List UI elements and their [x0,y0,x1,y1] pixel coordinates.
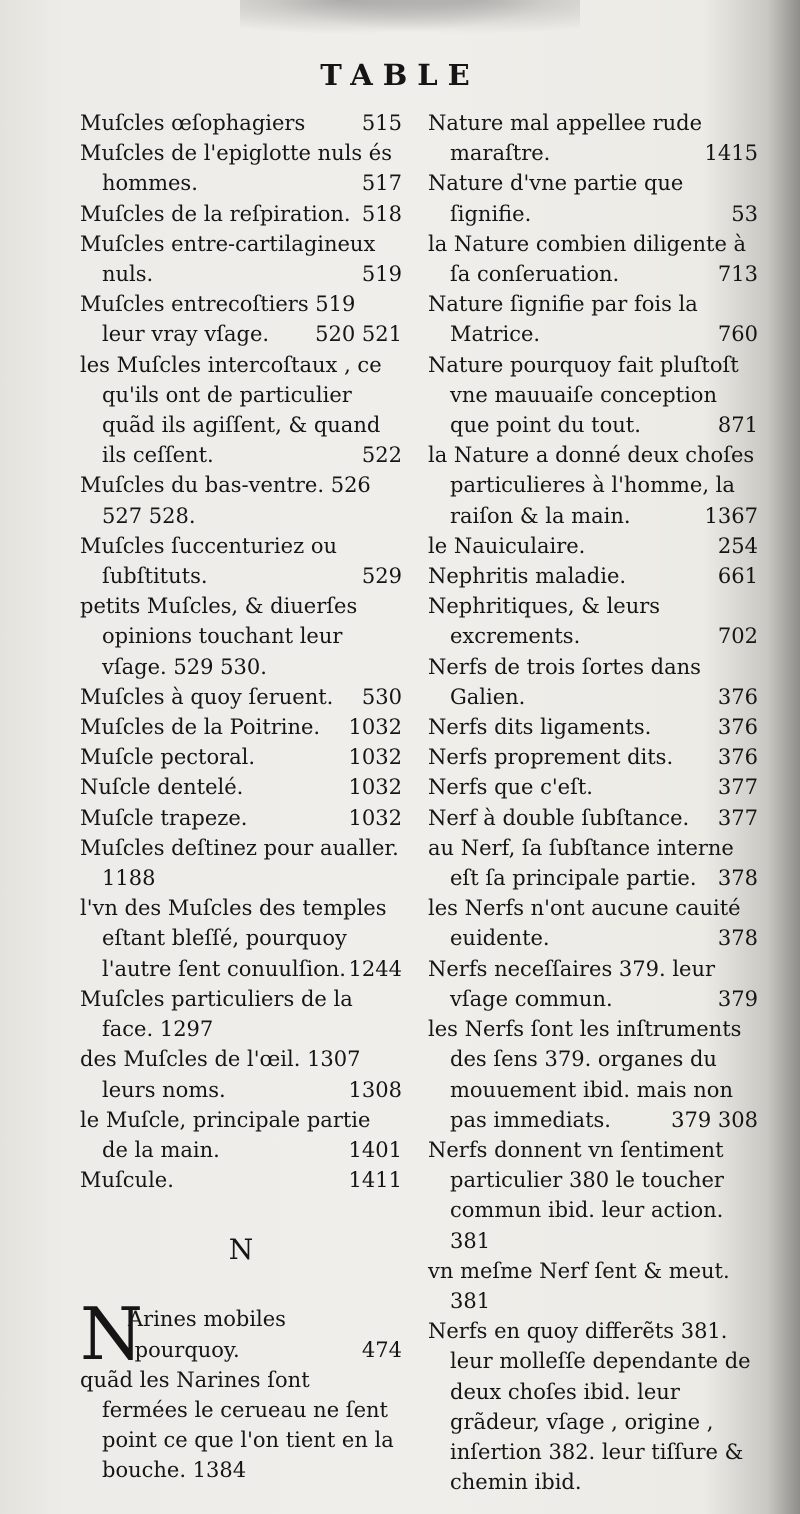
entry-text: Nerfs que c'eſt. [428,775,593,800]
page-stain [240,0,580,40]
index-entry [428,591,758,651]
index-entry [428,742,758,772]
index-entry [80,772,402,802]
entry-text: les Muſcles intercoſtaux , ce qu'ils ont de particulier quãd ils agiſſent, & quand ils ceſſent. [80,352,382,468]
entry-page: 661 [717,564,758,589]
index-entry [428,954,758,1014]
index-entry [428,1256,758,1316]
index-entry [80,138,402,198]
entry-page: 515 [361,111,402,135]
index-entry [80,1365,402,1486]
entry-page: 1032 [348,805,402,830]
entry-page: 518 [361,201,402,226]
entry-page: 529 [361,564,402,589]
entry-page: 1032 [348,745,402,770]
entry-text: Muſcles entrecoſtiers 519 leur vray vſage. [80,292,356,347]
entry-page: 702 [717,624,758,649]
index-entry [80,350,402,471]
left-column [80,108,402,1486]
entry-text: Muſcle pectoral. [80,745,256,770]
entry-text: petits Muſcles, & diuerſes opinions touchant leur vſage. 529 530. [80,594,358,679]
right-column [428,108,758,1497]
entry-page: 376 [717,745,758,770]
entry-text: Nerfs dits ligaments. [428,715,652,740]
index-entry [80,289,402,349]
entry-text: Nature d'vne partie que ſignifie. [428,171,684,226]
entry-page: 1032 [348,715,402,740]
entry-text: Nuſcle dentelé. [80,775,244,800]
index-entry [80,108,402,138]
entry-page: 520 521 [315,322,402,347]
entry-page: 1401 [348,1137,402,1162]
index-entry [80,803,402,833]
left-entries-bottom [80,1365,402,1486]
index-entry [80,712,402,742]
entry-page: 713 [717,262,758,287]
index-entry [428,1014,758,1135]
entry-text: Nerfs en quoy differẽts 381. leur molleſſe dependante de deux choſes ibid. leur grãdeur, vſage , origine , inſertion 382. leur tiſſure & chemin ibid. [428,1319,751,1495]
entry-page: 871 [717,413,758,438]
entry-page: 377 [717,805,758,830]
index-entry [80,984,402,1044]
entry-text: Nephritiques, & leurs excrements. [428,594,661,649]
index-entry [428,1135,758,1256]
entry-text: Nerf à double ſubſtance. [428,805,690,830]
entry-page: 1411 [348,1168,402,1193]
entry-page: 760 [717,322,758,347]
entry-text: Nerfs donnent vn ſentiment particulier 380 le toucher commun ibid. leur action. 381 [428,1137,724,1253]
entry-page: 1308 [348,1077,402,1102]
entry-page: 379 308 [671,1107,758,1132]
entry-page: 474 [361,1337,402,1362]
entry-page: 517 [361,171,402,196]
dropcap-entry [80,1292,402,1377]
index-entry [428,289,758,349]
index-entry [80,893,402,984]
index-entry [80,199,402,229]
index-entry [428,893,758,953]
index-entry [80,682,402,712]
entry-page: 519 [361,262,402,287]
index-entry [428,229,758,289]
page-header: TABLE [320,58,480,92]
entry-text: Nerfs neceſſaires 379. leur vſage commun. [428,956,716,1011]
entry-text: les Nerfs ſont les inſtruments des ſens 379. organes du mouuement ibid. mais non pas immediats. [428,1017,742,1132]
index-entry [428,531,758,561]
entry-text: Nerfs proprement dits. [428,745,674,770]
entry-text: Nature mal appellee rude maraſtre. [428,111,703,166]
entry-text: Muſcles entre-cartilagineux nuls. [80,231,376,287]
entry-page: 378 [717,926,758,951]
entry-text: Muſcle trapeze. [80,805,248,830]
entry-text: Muſcles à quoy ſeruent. [80,684,334,709]
entry-text: le Muſcle, principale partie de la main. [80,1107,371,1162]
entry-page: 53 [731,201,758,226]
entry-text: vn meſme Nerf ſent & meut. 381 [428,1258,730,1313]
index-entry [80,229,402,289]
entry-page: 254 [717,533,758,558]
entry-text: Muſcles ſuccenturiez ou ſubſtituts. [80,533,337,589]
index-entry [428,440,758,531]
index-entry [80,591,402,682]
right-entries [428,108,758,1497]
left-entries [80,108,402,1195]
entry-page: 376 [717,684,758,709]
dropcap-letter: N [80,1292,143,1377]
entry-page: 377 [717,775,758,800]
entry-page: 1032 [348,775,402,800]
entry-text: Muſcles particuliers de la face. 1297 [80,986,353,1042]
index-entry [428,168,758,228]
index-entry [428,772,758,802]
entry-text: Nature ſignifie par fois la Matrice. [428,292,698,347]
entry-page: 530 [361,684,402,709]
entry-text: Muſcles œſophagiers [80,111,306,135]
index-entry [80,742,402,772]
index-entry [428,561,758,591]
entry-text: quãd les Narines ſont fermées le cerueau ne ſent point ce que l'on tient en la bouche. 1384 [80,1367,394,1483]
entry-text: l'vn des Muſcles des temples eſtant bleſſé, pourquoy l'autre ſent conuulſion. [80,896,387,981]
entry-text: Muſcles deſtinez pour aualler. 1188 [80,835,399,891]
entry-text: le Nauiculaire. [428,533,586,558]
index-entry [428,350,758,441]
index-entry [428,833,758,893]
index-entry [428,652,758,712]
index-entry [428,108,758,168]
entry-text: des Muſcles de l'œil. 1307 leurs noms. [80,1047,361,1102]
entry-text: Muſcule. [80,1168,174,1193]
entry-page: 1415 [704,141,758,166]
entry-text: Nephritis maladie. [428,564,627,589]
entry-page: 1244 [348,956,402,981]
section-letter: N [228,1233,254,1267]
index-entry [80,531,402,591]
entry-page: 1367 [704,503,758,528]
entry-text: Muſcles de l'epiglotte nuls és hommes. [80,141,392,196]
entry-text: Muſcles de la reſpiration. [80,201,351,226]
entry-page: 379 [717,986,758,1011]
index-entry [80,833,402,893]
index-entry [428,712,758,742]
entry-text: Muſcles de la Poitrine. [80,715,321,740]
index-entry [80,1165,402,1195]
entry-text: au Nerf, ſa ſubſtance interne eſt ſa principale partie. [428,835,734,891]
entry-text: Nature pourquoy fait pluſtoſt vne mauuaiſe conception que point du tout. [428,352,739,438]
entry-page: 378 [717,866,758,891]
entry-page: 376 [717,715,758,740]
entry-text: la Nature combien diligente à ſa conſeruation. [428,231,747,287]
index-entry [80,470,402,530]
index-entry [428,803,758,833]
entry-text: les Nerfs n'ont aucune cauité euidente. [428,896,741,951]
entry-text: la Nature a donné deux choſes particulieres à l'homme, la raiſon & la main. [428,443,755,528]
entry-text: Nerfs de trois ſortes dans Galien. [428,654,701,709]
index-entry [80,1044,402,1104]
entry-text: Muſcles du bas-ventre. 526 527 528. [80,473,371,528]
entry-text: Arines mobiles ,pourquoy. [128,1307,286,1362]
index-entry [428,1316,758,1497]
entry-page: 522 [361,443,402,468]
index-entry [80,1105,402,1165]
